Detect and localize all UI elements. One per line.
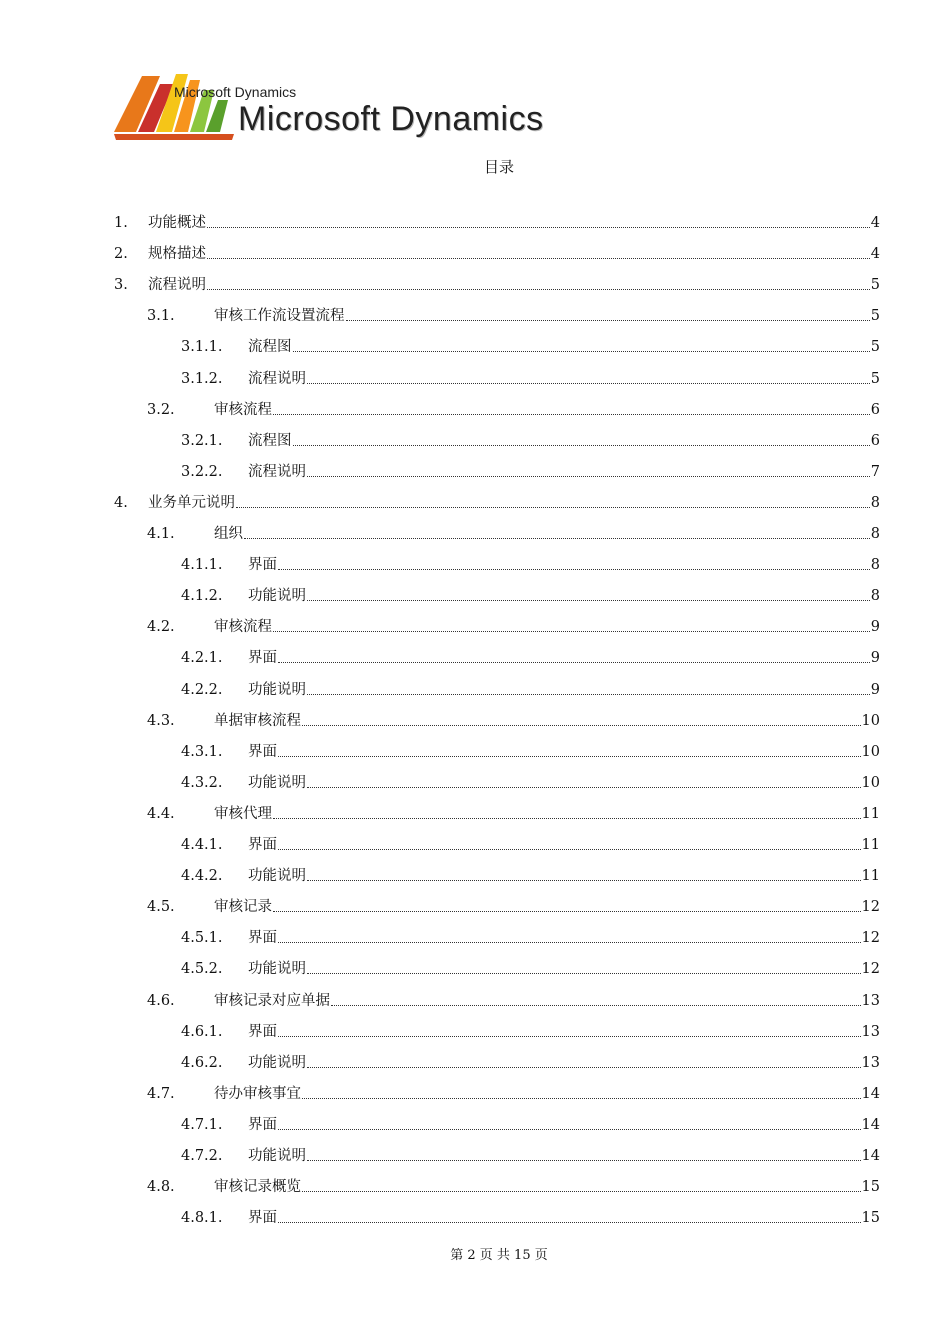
toc-entry-page: 14: [861, 1085, 880, 1102]
toc-entry-number: 4.6.2.: [181, 1054, 223, 1071]
toc-entry-number: 4.7.1.: [181, 1116, 223, 1133]
toc-entry-title: 流程图: [248, 432, 292, 449]
toc-leader-dots: [278, 1035, 861, 1037]
toc-entry[interactable]: [181, 832, 880, 854]
toc-entry-title: 界面: [248, 650, 277, 667]
toc-entry-number: 4.7.: [147, 1085, 175, 1102]
toc-leader-dots: [331, 1004, 861, 1006]
toc-entry-title: 界面: [248, 743, 277, 760]
toc-leader-dots: [307, 879, 861, 881]
toc-entry-title: 功能说明: [248, 774, 306, 791]
toc-leader-dots: [278, 755, 861, 757]
toc-entry-title: 审核流程: [214, 619, 272, 636]
toc-heading: 目录: [483, 158, 514, 176]
toc-entry[interactable]: [181, 583, 880, 605]
toc-entry[interactable]: [181, 770, 880, 792]
toc-entry[interactable]: [181, 677, 880, 699]
toc-entry-number: 4.4.: [147, 805, 175, 822]
toc-entry-number: 3.2.: [147, 401, 175, 418]
toc-leader-dots: [302, 1190, 861, 1192]
toc-leader-dots: [273, 630, 870, 632]
toc-entry-page: 15: [861, 1179, 880, 1196]
toc-leader-dots: [307, 599, 870, 601]
toc-entry[interactable]: [181, 863, 880, 885]
toc-entry-number: 4.4.1.: [181, 837, 223, 853]
toc-entry-page: 8: [870, 494, 880, 511]
toc-entry-page: 5: [870, 308, 880, 325]
toc-entry-number: 4.2.: [147, 619, 175, 636]
toc-entry-title: 流程说明: [248, 463, 306, 480]
toc-entry-page: 10: [861, 743, 880, 760]
toc-entry-title: 规格描述: [148, 246, 206, 263]
toc-leader-dots: [273, 817, 861, 819]
toc-entry-number: 4.3.1.: [181, 743, 223, 760]
toc-entry-number: 4.1.1.: [181, 557, 223, 574]
toc-entry-title: 界面: [248, 837, 277, 853]
toc-entry-number: 4.3.: [147, 712, 175, 729]
toc-entry-page: 9: [870, 681, 880, 698]
toc-entry[interactable]: [114, 241, 880, 263]
toc-entry-page: 14: [861, 1148, 880, 1164]
toc-entry[interactable]: [114, 490, 880, 512]
toc-leader-dots: [273, 910, 861, 912]
toc-entry-number: 4.7.2.: [181, 1148, 223, 1164]
toc-entry-number: 4.8.: [147, 1179, 175, 1196]
toc-entry-number: 4.3.2.: [181, 774, 223, 791]
toc-entry[interactable]: [181, 645, 880, 667]
toc-entry-page: 6: [870, 401, 880, 418]
toc-leader-dots: [307, 693, 870, 695]
page-footer: 第 2 页 共 15 页: [450, 1248, 548, 1263]
toc-entry-number: 4.2.1.: [181, 650, 223, 667]
toc-entry-page: 7: [870, 463, 880, 480]
toc-entry[interactable]: [181, 739, 880, 761]
toc-leader-dots: [346, 319, 870, 321]
toc-entry-page: 4: [870, 215, 880, 231]
toc-leader-dots: [293, 444, 870, 446]
toc-entry-title: 审核工作流设置流程: [214, 308, 345, 325]
toc-leader-dots: [307, 1066, 861, 1068]
toc-entry-number: 3.2.2.: [181, 463, 223, 480]
toc-entry[interactable]: [114, 272, 880, 294]
toc-entry-number: 4.8.1.: [181, 1210, 223, 1227]
toc-entry-title: 单据审核流程: [214, 712, 301, 729]
toc-entry-title: 界面: [248, 1116, 277, 1133]
toc-entry-page: 8: [870, 588, 880, 605]
toc-entry-number: 4.4.2.: [181, 868, 223, 885]
toc-entry[interactable]: [181, 1050, 880, 1072]
toc-leader-dots: [302, 724, 861, 726]
toc-entry-page: 5: [870, 370, 880, 387]
toc-entry-page: 12: [861, 961, 880, 978]
toc-leader-dots: [278, 941, 861, 943]
toc-entry-title: 功能说明: [248, 1148, 306, 1164]
toc-entry-page: 4: [870, 246, 880, 263]
toc-leader-dots: [307, 786, 861, 788]
toc-entry-title: 功能说明: [248, 961, 306, 978]
toc-entry-number: 4.5.: [147, 899, 175, 916]
toc-entry-number: 4.: [114, 494, 128, 511]
toc-entry-title: 功能说明: [248, 1054, 306, 1071]
toc-leader-dots: [307, 1159, 861, 1161]
toc-entry-page: 10: [861, 774, 880, 791]
toc-leader-dots: [207, 226, 870, 228]
toc-entry-title: 审核代理: [214, 805, 272, 822]
toc-entry-page: 13: [861, 1023, 880, 1040]
toc-leader-dots: [207, 257, 870, 259]
toc-entry-title: 界面: [248, 557, 277, 574]
dynamics-logo-mark-icon: [114, 70, 244, 142]
toc-entry[interactable]: [147, 1081, 880, 1103]
toc-leader-dots: [278, 1221, 861, 1223]
toc-entry-number: 3.: [114, 277, 128, 294]
toc-entry-title: 组织: [214, 526, 243, 542]
toc-entry-number: 3.1.2.: [181, 370, 223, 387]
toc-entry[interactable]: [181, 459, 880, 481]
toc-entry-title: 功能说明: [248, 868, 306, 885]
toc-entry[interactable]: [114, 210, 880, 232]
toc-entry[interactable]: [181, 1143, 880, 1165]
toc-entry-page: 13: [861, 1054, 880, 1071]
toc-leader-dots: [207, 288, 870, 290]
toc-entry[interactable]: [147, 894, 880, 916]
toc-entry-title: 流程说明: [248, 370, 306, 387]
toc-entry-title: 审核记录: [214, 899, 272, 916]
toc-entry-title: 界面: [248, 1210, 277, 1227]
toc-entry-number: 4.6.: [147, 992, 175, 1009]
toc-leader-dots: [307, 475, 870, 477]
toc-entry[interactable]: [181, 552, 880, 574]
toc-entry-number: 4.1.: [147, 526, 175, 542]
toc-entry-title: 审核记录对应单据: [214, 992, 330, 1009]
toc-entry-page: 6: [870, 432, 880, 449]
toc-entry-page: 9: [870, 619, 880, 636]
logo-small-text: Microsoft Dynamics: [174, 84, 297, 100]
toc-entry-page: 15: [861, 1210, 880, 1227]
toc-entry-number: 4.5.1.: [181, 930, 223, 947]
toc-leader-dots: [273, 413, 870, 415]
toc-entry-page: 14: [861, 1116, 880, 1133]
toc-entry-title: 功能概述: [148, 215, 206, 231]
toc-entry-number: 2.: [114, 246, 128, 263]
toc-entry-page: 5: [870, 277, 880, 294]
toc-entry[interactable]: [181, 366, 880, 388]
toc-entry-title: 功能说明: [248, 681, 306, 698]
toc-entry-number: 4.1.2.: [181, 588, 223, 605]
toc-entry[interactable]: [147, 614, 880, 636]
toc-entry-page: 11: [861, 805, 880, 822]
toc-entry-title: 流程图: [248, 339, 292, 356]
toc-entry-title: 待办审核事宜: [214, 1085, 301, 1102]
toc-entry-page: 9: [870, 650, 880, 667]
toc-entry-number: 1.: [114, 215, 128, 231]
toc-entry[interactable]: [181, 1112, 880, 1134]
toc-entry-number: 4.6.1.: [181, 1023, 223, 1040]
toc-leader-dots: [307, 972, 861, 974]
toc-entry[interactable]: [147, 988, 880, 1010]
toc-entry-title: 界面: [248, 930, 277, 947]
toc-leader-dots: [302, 1097, 861, 1099]
toc-leader-dots: [278, 661, 870, 663]
toc-entry-number: 3.2.1.: [181, 432, 223, 449]
toc-entry[interactable]: [181, 334, 880, 356]
toc-leader-dots: [278, 568, 870, 570]
toc-entry-title: 功能说明: [248, 588, 306, 605]
toc-entry[interactable]: [147, 397, 880, 419]
toc-entry-page: 10: [861, 712, 880, 729]
toc-entry-title: 流程说明: [148, 277, 206, 294]
toc-entry-page: 11: [861, 837, 880, 853]
toc-entry[interactable]: [181, 428, 880, 450]
toc-entry-title: 业务单元说明: [148, 494, 235, 511]
toc-entry-number: 3.1.1.: [181, 339, 223, 356]
toc-entry[interactable]: [147, 801, 880, 823]
toc-entry[interactable]: [147, 521, 880, 543]
toc-entry-page: 12: [861, 899, 880, 916]
toc-entry[interactable]: [147, 303, 880, 325]
toc-leader-dots: [278, 1128, 861, 1130]
toc-entry[interactable]: [181, 956, 880, 978]
toc-leader-dots: [278, 848, 861, 850]
toc-entry[interactable]: [181, 925, 880, 947]
microsoft-dynamics-logo: [114, 70, 654, 142]
toc-leader-dots: [236, 506, 870, 508]
toc-leader-dots: [307, 382, 870, 384]
toc-entry-title: 界面: [248, 1023, 277, 1040]
toc-entry[interactable]: [181, 1205, 880, 1227]
toc-entry-number: 4.5.2.: [181, 961, 223, 978]
toc-entry[interactable]: [147, 708, 880, 730]
toc-entry[interactable]: [147, 1174, 880, 1196]
toc-entry[interactable]: [181, 1019, 880, 1041]
toc-entry-page: 5: [870, 339, 880, 356]
toc-entry-number: 4.2.2.: [181, 681, 223, 698]
toc-entry-title: 审核记录概览: [214, 1179, 301, 1196]
toc-entry-number: 3.1.: [147, 308, 175, 325]
toc-entry-page: 12: [861, 930, 880, 947]
toc-entry-page: 8: [870, 526, 880, 542]
toc-leader-dots: [293, 350, 870, 352]
toc-entry-page: 11: [861, 868, 880, 885]
toc-entry-title: 审核流程: [214, 401, 272, 418]
toc-leader-dots: [244, 537, 870, 539]
toc-entry-page: 8: [870, 557, 880, 574]
logo-big-text: Microsoft Dynamics: [238, 100, 544, 138]
toc-entry-page: 13: [861, 992, 880, 1009]
